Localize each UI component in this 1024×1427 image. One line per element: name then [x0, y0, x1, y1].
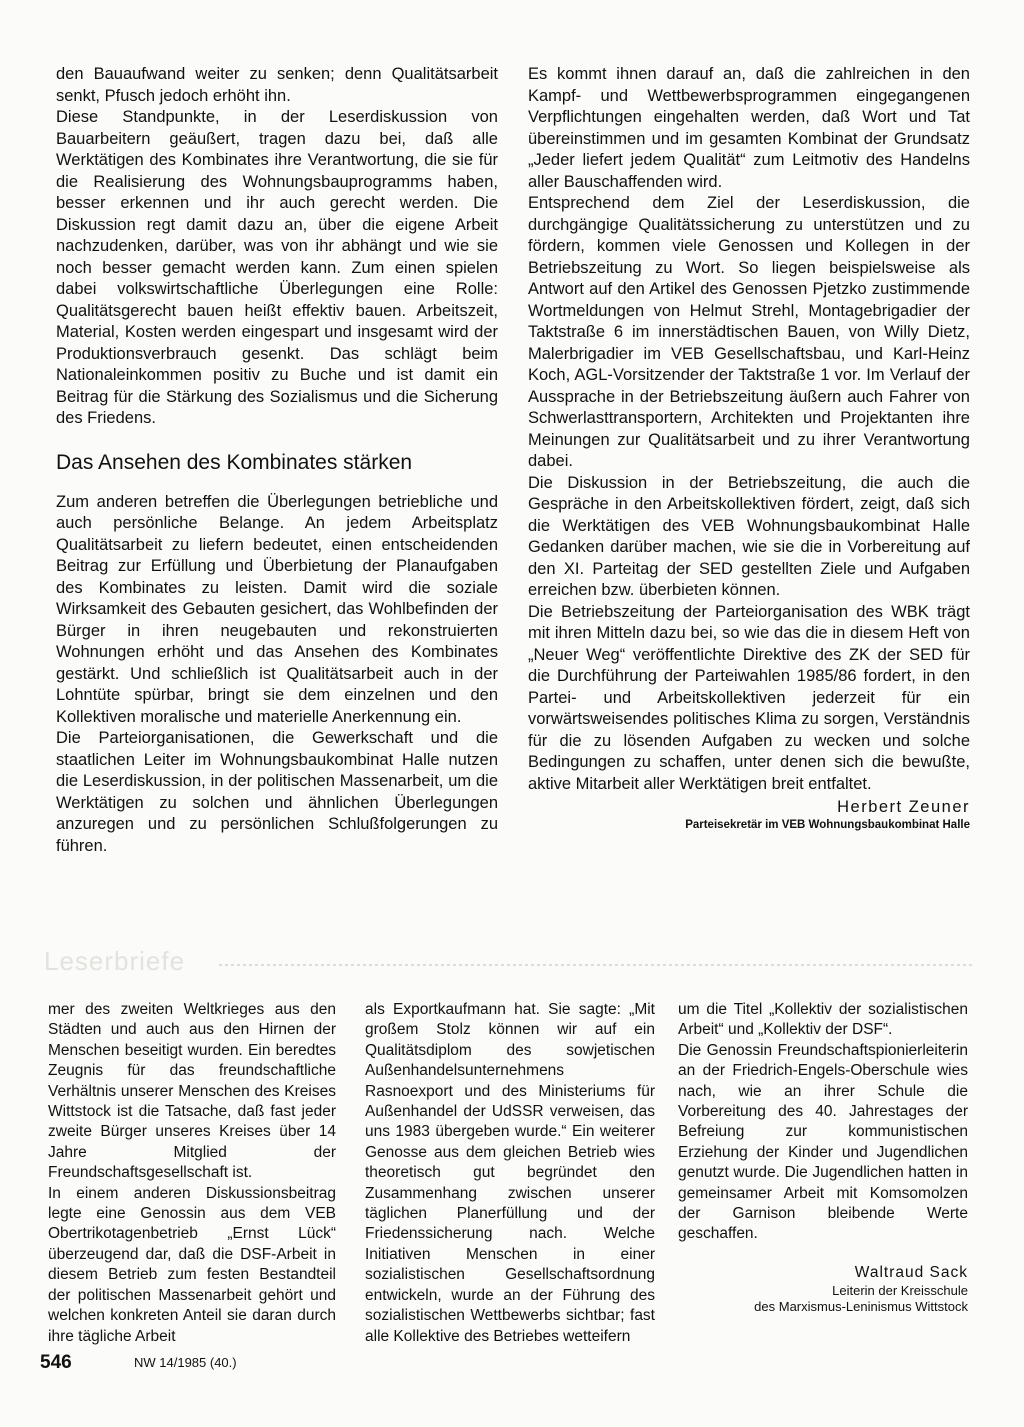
article-paragraph: Die Parteiorganisationen, die Gewerkschaft und die staatlichen Leiter im Wohnungsbaukombinat Halle nutzen die Leserdiskussion, in der politischen Massenarbeit, um die Werktätigen zu solchen und ähnlichen Überlegungen anzuregen und zu persönlichen Schlußfolgerungen zu führen. — [56, 729, 498, 855]
letter-paragraph: um die Titel „Kollektiv der sozialistischen Arbeit“ und „Kollektiv der DSF“. — [678, 1001, 968, 1039]
article-column-right — [528, 64, 970, 833]
letters-column-3 — [678, 1000, 968, 1316]
letter-author-role-line1: Leiterin der Kreisschule — [832, 1282, 968, 1298]
letter-author-role-line2: des Marxismus-Leninismus Wittstock — [754, 1299, 968, 1315]
letter-paragraph: mer des zweiten Weltkrieges aus den Städten und auch aus den Hirnen der Menschen beseitigt wurden. Ein beredtes Zeugnis für das freundschaftliche Verhältnis unserer Menschen des Kreises Wittstock ist die Tatsache, daß fast jeder zweite Bürger unseres Kreises über 14 Jahre Mitglied der Freundschaftsgesellschaft ist. — [48, 1001, 336, 1182]
letter-paragraph: Die Genossin Freundschaftspionierleiterin an der Friedrich-Engels-Oberschule wies nach, wie an ihrer Schule die Vorbereitung des 40. Jahrestages der Befreiung zur kommunistischen Erziehung der Kinder und Jugendlichen genutzt wurde. Die Jugendlichen hatten in gemeinsamer Arbeit mit Komsomolzen der Garnison bleibende Werte geschaffen. — [678, 1041, 968, 1243]
letter-paragraph: In einem anderen Diskussionsbeitrag legte eine Genossin aus dem VEB Obertrikotagenbetrieb „Ernst Lück“ überzeugend dar, daß die DSF-Arbeit in diesem Betrieb zum festen Bestandteil der politischen Massenarbeit gehört und welchen konkreten Anteil sie daran durch ihre tägliche Arbeit — [48, 1184, 336, 1345]
letter-author-name: Waltraud Sack — [854, 1263, 968, 1281]
article-subheading: Das Ansehen des Kombinates stärken — [56, 450, 413, 474]
article-paragraph: Die Betriebszeitung der Parteiorganisation des WBK trägt mit ihren Mitteln dazu bei, so wie das die in diesem Heft von „Neuer Weg“ veröffentlichte Direktive des ZK der SED für die Durchführung der Parteiwahlen 1985/86 fordert, in den Partei- und Arbeitskollektiven jederzeit für ein vorwärtsweisendes politisches Klima zu sorgen, Verständnis für die zu lösenden Aufgaben zu wecken und solche Bedingungen zu schaffen, unter denen sich die bewußte, aktive Mitarbeit aller Werktätigen breit entfaltet. — [528, 602, 970, 793]
article-author-role: Parteisekretär im VEB Wohnungsbaukombinat Halle — [685, 819, 970, 831]
article-paragraph: Entsprechend dem Ziel der Leserdiskussion, die durchgängige Qualitätssicherung zu unterstützen und zu fördern, kommen viele Genossen und Kollegen in der Betriebszeitung zu Wort. So liegen beispielsweise als Antwort auf den Artikel des Genossen Pjetzko zustimmende Wortmeldungen von Helmut Strehl, Montagebrigadier der Taktstraße 6 im innerstädtischen Bauen, von Willy Dietz, Malerbrigadier im VEB Gesellschaftsbau, und Karl-Heinz Koch, AGL-Vorsitzender der Taktstraße 1 vor. Im Verlauf der Aussprache in der Betriebszeitung äußern auch Fahrer von Schwerlasttransportern, Architekten und Projektanten ihre Meinungen zur Qualitätsarbeit und zu ihrer Verantwortung dabei. — [528, 194, 970, 470]
letters-column-1 — [48, 1000, 336, 1347]
letters-column-2 — [365, 1000, 655, 1347]
section-header — [44, 946, 974, 976]
article-author-name: Herbert Zeuner — [837, 798, 970, 816]
article-paragraph: Es kommt ihnen darauf an, daß die zahlreichen in den Kampf- und Wettbewerbsprogrammen eingegangenen Verpflichtungen eingehalten werden, daß Wort und Tat übereinstimmen und im gesamten Kombinat der Grundsatz „Jeder liefert jedem Qualität“ zum Leitmotiv des Handelns aller Bauschaffenden wird. — [528, 65, 970, 191]
letter-paragraph: als Exportkaufmann hat. Sie sagte: „Mit großem Stolz können wir auf ein Qualitätsdiplom des sowjetischen Außenhandelsunternehmens Rasnoexport und des Ministeriums für Außenhandel der UdSSR verweisen, das uns 1983 übergeben wurde.“ Ein weiterer Genosse aus dem gleichen Betrieb wies theoretisch gut begründet den Zusammenhang zwischen unserer täglichen Planerfüllung und der Friedenssicherung nach. Welche Initiativen Menschen in einer sozialistischen Gesellschaftsordnung entwickeln, wurde an der Führung des sozialistischen Wettbewerbs sichtbar; fast alle Kollektive des Betriebes wetteifern — [365, 1001, 655, 1345]
section-label: Leserbriefe — [44, 946, 186, 976]
article-paragraph: Die Diskussion in der Betriebszeitung, die auch die Gespräche in den Arbeitskollektiven fördert, zeigt, daß sich die Werktätigen des VEB Wohnungsbaukombinat Halle Gedanken darüber machen, wie sie die in Vorbereitung auf den XI. Parteitag der SED gestellten Ziele und Aufgaben erreichen bzw. überbieten können. — [528, 473, 970, 599]
article-paragraph: Zum anderen betreffen die Überlegungen betriebliche und auch persönliche Belange. An jedem Arbeitsplatz Qualitätsarbeit zu liefern bedeutet, einen entscheidenden Beitrag zur Erfüllung und Überbietung der Planaufgaben des Kombinates zu leisten. Damit wird die soziale Wirksamkeit des Gebauten gesichert, das Wohlbefinden der Bürger in ihren neugebauten und rekonstruierten Wohnungen erhöht und das Ansehen des Kombinates gestärkt. Und schließlich ist Qualitätsarbeit auch in der Lohntüte spürbar, bringt sie dem einzelnen und den Kollektiven moralische und materielle Anerkennung ein. — [56, 492, 498, 726]
issue-reference: NW 14/1985 (40.) — [134, 1355, 237, 1370]
section-rule — [219, 964, 974, 966]
article-paragraph: Diese Standpunkte, in der Leserdiskussion von Bauarbeitern geäußert, tragen dazu bei, daß alle Werktätigen des Kombinates ihre Verantwortung, die sie für die Realisierung des Wohnungsbauprogramms haben, besser erkennen und ihr auch gerecht werden. Die Diskussion regt damit dazu an, über die eigene Arbeit nachzudenken, darüber, was von ihr abhängt und wie sie noch besser gemacht werden kann. Zum einen spielen dabei volkswirtschaftliche Überlegungen eine Rolle: Qualitätsgerecht bauen heißt effektiv bauen. Arbeitszeit, Material, Kosten werden eingespart und insgesamt wird der Produktionsverbrauch gesenkt. Das schlägt beim Nationaleinkommen positiv zu Buche und ist damit ein Beitrag für die Stärkung des Sozialismus und die Sicherung des Friedens. — [56, 108, 498, 427]
article-column-left — [56, 64, 498, 857]
article-paragraph: den Bauaufwand weiter zu senken; denn Qualitätsarbeit senkt, Pfusch jedoch erhöht ihn. — [56, 65, 498, 105]
page-number: 546 — [40, 1352, 72, 1373]
